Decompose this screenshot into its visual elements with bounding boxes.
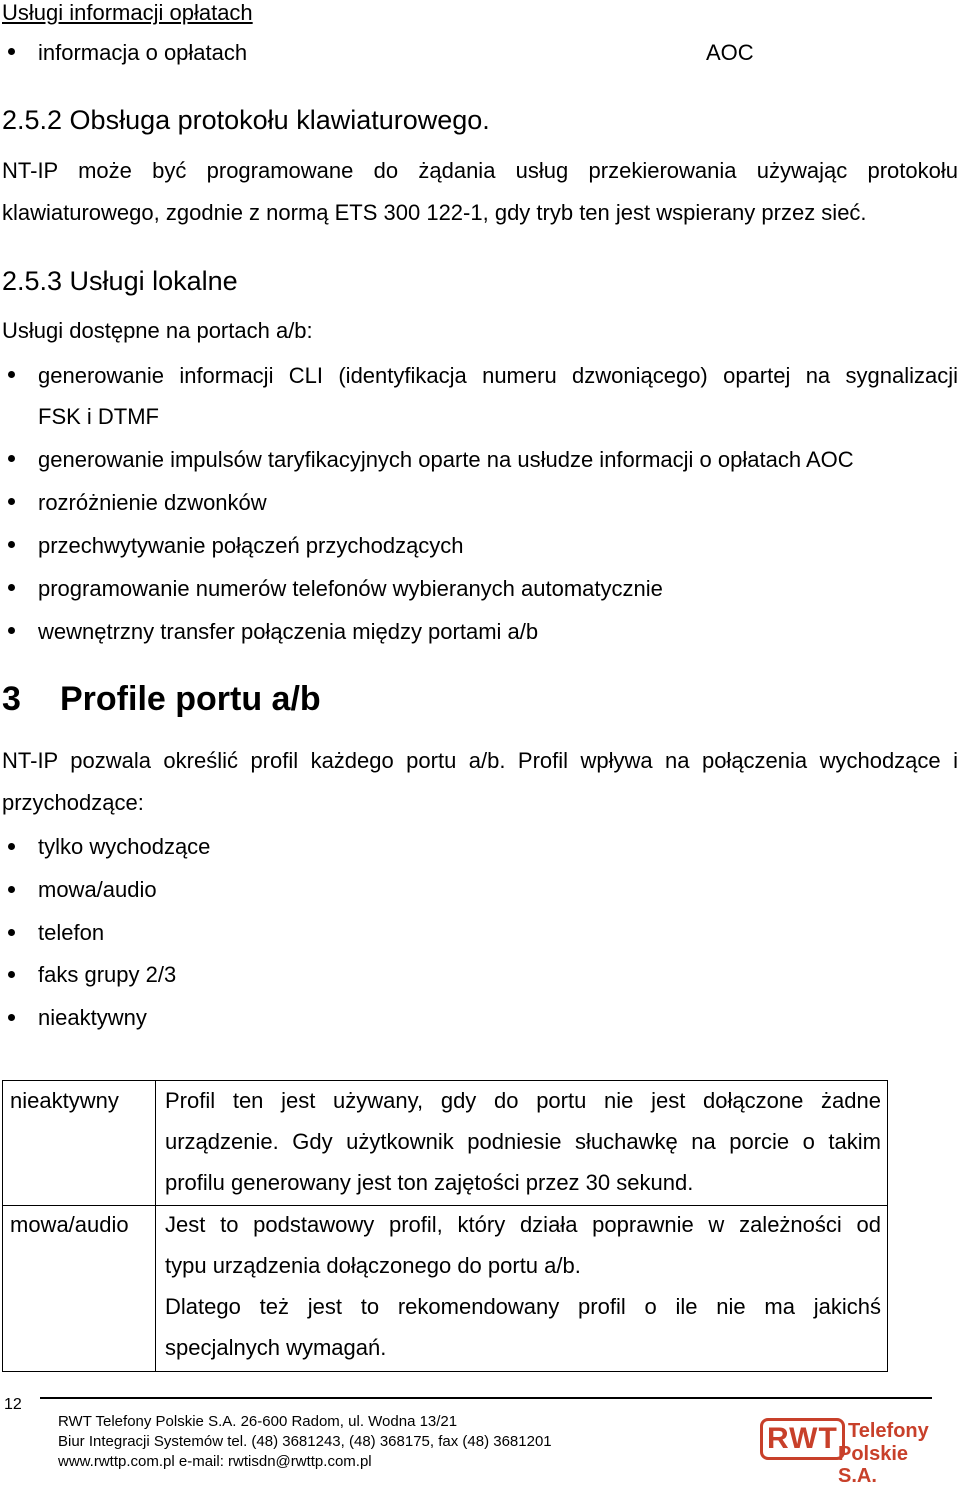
footer-web: www.rwttp.com.pl e-mail: rwtisdn@rwttp.com.pl xyxy=(58,1453,372,1470)
bullet-dot xyxy=(8,498,15,505)
bullet-dot xyxy=(8,886,15,893)
table-row-desc: Profil ten jest używany, gdy do portu nie jest dołączone żadne xyxy=(165,1088,881,1113)
service-item: generowanie impulsów taryfikacyjnych oparte na usłudze informacji o opłatach AOC xyxy=(38,447,854,472)
table-row-name: mowa/audio xyxy=(10,1212,129,1237)
profile-item: nieaktywny xyxy=(38,1005,147,1030)
bullet-dot xyxy=(8,627,15,634)
footer-contact: Biur Integracji Systemów tel. (48) 3681243, (48) 368175, fax (48) 3681201 xyxy=(58,1433,552,1450)
profile-item: telefon xyxy=(38,920,105,945)
bullet-dot xyxy=(8,541,15,548)
section-3-number: 3 xyxy=(2,680,21,718)
section-3-para-line2: przychodzące: xyxy=(2,790,144,815)
aoc-abbr: AOC xyxy=(706,40,754,65)
logo-line1: Telefony xyxy=(848,1420,929,1442)
profile-item: faks grupy 2/3 xyxy=(38,962,177,987)
bullet-dot xyxy=(8,1014,15,1021)
service-item: rozróżnienie dzwonków xyxy=(38,490,267,515)
service-item: programowanie numerów telefonów wybieranych automatycznie xyxy=(38,576,663,601)
table-row-desc: urządzenie. Gdy użytkownik podniesie słuchawkę na porcie o takim xyxy=(165,1129,881,1154)
logo-line2: Polskie S.A. xyxy=(838,1443,909,1487)
section-252-para-line2: klawiaturowego, zgodnie z normą ETS 300 122-1, gdy tryb ten jest wspierany przez sieć. xyxy=(2,200,867,225)
table-row-desc: profilu generowany jest ton zajętości przez 30 sekund. xyxy=(165,1170,694,1195)
table-row-desc: typu urządzenia dołączonego do portu a/b. xyxy=(165,1253,581,1278)
section-3-para-line1: NT-IP pozwala określić profil każdego portu a/b. Profil wpływa na połączenia wychodzące i xyxy=(2,748,958,773)
service-item: wewnętrzny transfer połączenia między portami a/b xyxy=(38,619,539,644)
bullet-dot xyxy=(8,584,15,591)
section-253-heading: 2.5.3 Usługi lokalne xyxy=(2,266,238,296)
company-logo xyxy=(760,1408,940,1487)
service-item-continuation: FSK i DTMF xyxy=(38,404,159,429)
bullet-dot xyxy=(8,455,15,462)
service-item: przechwytywanie połączeń przychodzących xyxy=(38,533,464,558)
section-253-intro: Usługi dostępne na portach a/b: xyxy=(2,318,313,343)
top-link[interactable]: Usługi informacji opłatach xyxy=(2,0,253,25)
table-row-desc: Dlatego też jest to rekomendowany profil o ile nie ma jakichś xyxy=(165,1294,881,1319)
section-252-heading: 2.5.2 Obsługa protokołu klawiaturowego. xyxy=(2,105,490,135)
aoc-item: informacja o opłatach xyxy=(38,40,248,65)
logo-mark: RWT xyxy=(760,1418,845,1460)
section-252-para-line1: NT-IP może być programowane do żądania usług przekierowania używając protokołu xyxy=(2,158,958,183)
bullet-dot xyxy=(8,48,15,55)
bullet-dot xyxy=(8,971,15,978)
footer-company: RWT Telefony Polskie S.A. 26-600 Radom, ul. Wodna 13/21 xyxy=(58,1413,458,1430)
table-row-desc: Jest to podstawowy profil, który działa poprawnie w zależności od xyxy=(165,1212,881,1237)
footer-rule xyxy=(40,1397,932,1399)
page-number: 12 xyxy=(4,1396,22,1413)
bullet-dot xyxy=(8,371,15,378)
table-row-name: nieaktywny xyxy=(10,1088,119,1113)
section-3-title: Profile portu a/b xyxy=(60,680,321,718)
profile-item: mowa/audio xyxy=(38,877,157,902)
profile-item: tylko wychodzące xyxy=(38,834,211,859)
service-item: generowanie informacji CLI (identyfikacja numeru dzwoniącego) opartej na sygnalizacji xyxy=(38,363,958,388)
table-row-desc: specjalnych wymagań. xyxy=(165,1335,387,1360)
bullet-dot xyxy=(8,929,15,936)
bullet-dot xyxy=(8,843,15,850)
